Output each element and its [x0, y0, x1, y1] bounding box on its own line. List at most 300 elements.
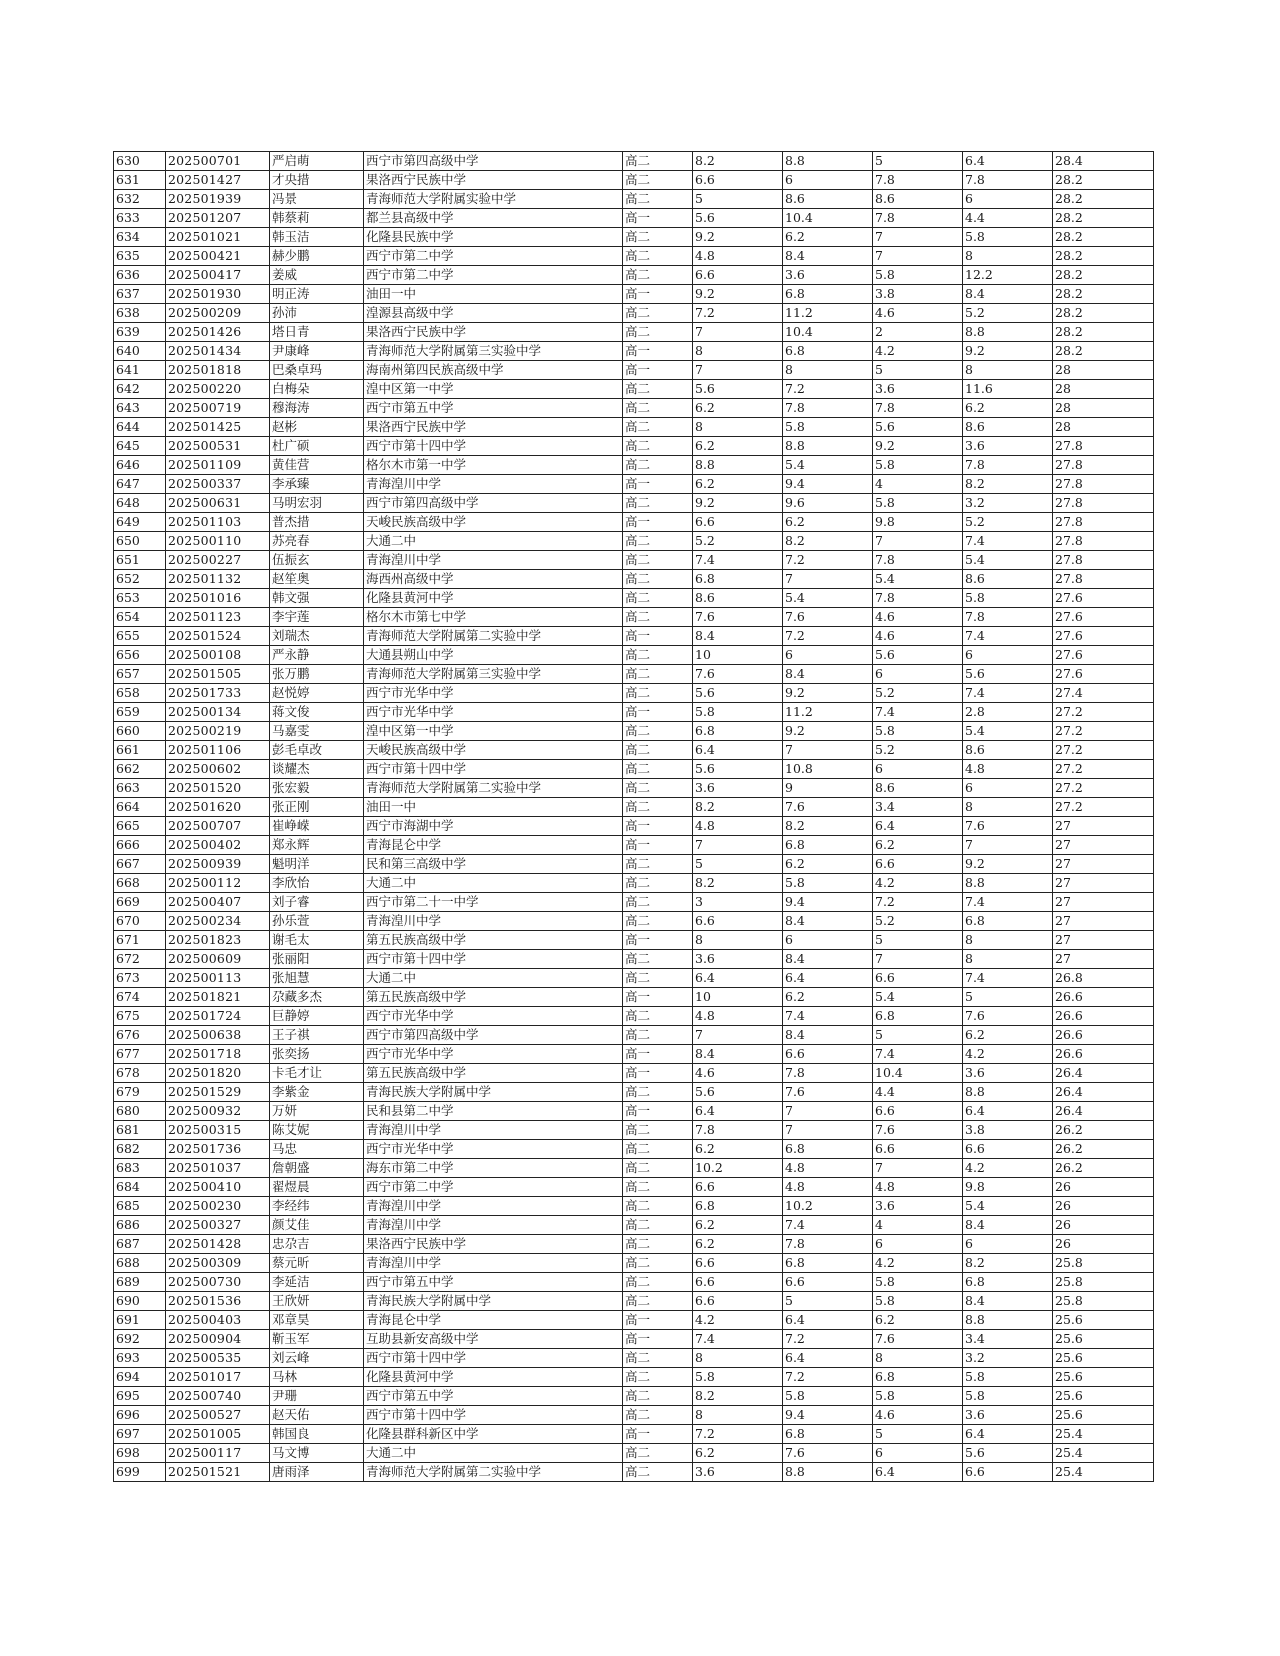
name-cell: 刘云峰 [270, 1349, 364, 1368]
score-3-cell: 7 [873, 532, 963, 551]
total-score-cell: 27.2 [1053, 760, 1154, 779]
school-cell: 大通县朔山中学 [364, 646, 623, 665]
rank-cell: 637 [114, 285, 166, 304]
table-row [114, 285, 1154, 304]
score-4-cell: 4.2 [963, 1045, 1053, 1064]
score-1-cell: 6.4 [693, 969, 783, 988]
score-3-cell: 9.8 [873, 513, 963, 532]
total-score-cell: 25.4 [1053, 1425, 1154, 1444]
score-4-cell: 3.8 [963, 1121, 1053, 1140]
student-id-cell: 202501109 [166, 456, 270, 475]
score-2-cell: 4.8 [783, 1159, 873, 1178]
rank-cell: 638 [114, 304, 166, 323]
score-3-cell: 6.6 [873, 1140, 963, 1159]
name-cell: 孙乐萱 [270, 912, 364, 931]
student-id-cell: 202500707 [166, 817, 270, 836]
student-id-cell: 202500535 [166, 1349, 270, 1368]
total-score-cell: 26.6 [1053, 988, 1154, 1007]
student-id-cell: 202501823 [166, 931, 270, 950]
score-2-cell: 6.6 [783, 1273, 873, 1292]
score-2-cell: 5.4 [783, 589, 873, 608]
table-row [114, 1083, 1154, 1102]
score-1-cell: 6.6 [693, 266, 783, 285]
score-2-cell: 5 [783, 1292, 873, 1311]
table-row [114, 798, 1154, 817]
score-3-cell: 5.6 [873, 646, 963, 665]
score-2-cell: 8.6 [783, 190, 873, 209]
student-id-cell: 202500112 [166, 874, 270, 893]
name-cell: 张奕扬 [270, 1045, 364, 1064]
score-4-cell: 6 [963, 1235, 1053, 1254]
score-3-cell: 9.2 [873, 437, 963, 456]
student-id-cell: 202501426 [166, 323, 270, 342]
rank-cell: 693 [114, 1349, 166, 1368]
table-row [114, 760, 1154, 779]
total-score-cell: 26.2 [1053, 1140, 1154, 1159]
score-4-cell: 7 [963, 836, 1053, 855]
rank-cell: 652 [114, 570, 166, 589]
table-row [114, 551, 1154, 570]
score-3-cell: 4.2 [873, 874, 963, 893]
score-1-cell: 5.6 [693, 760, 783, 779]
table-row [114, 380, 1154, 399]
school-cell: 湟中区第一中学 [364, 722, 623, 741]
name-cell: 马林 [270, 1368, 364, 1387]
score-4-cell: 5.8 [963, 1368, 1053, 1387]
name-cell: 邓章昊 [270, 1311, 364, 1330]
grade-cell: 高一 [623, 1330, 693, 1349]
name-cell: 忠尕吉 [270, 1235, 364, 1254]
rank-cell: 664 [114, 798, 166, 817]
score-3-cell: 4.6 [873, 1406, 963, 1425]
score-4-cell: 6.4 [963, 1425, 1053, 1444]
table-row [114, 532, 1154, 551]
student-id-cell: 202500638 [166, 1026, 270, 1045]
student-id-cell: 202501718 [166, 1045, 270, 1064]
school-cell: 西宁市第二中学 [364, 247, 623, 266]
total-score-cell: 26.2 [1053, 1121, 1154, 1140]
score-3-cell: 7.4 [873, 1045, 963, 1064]
name-cell: 赫少鹏 [270, 247, 364, 266]
score-2-cell: 6.8 [783, 342, 873, 361]
score-4-cell: 8.2 [963, 1254, 1053, 1273]
grade-cell: 高二 [623, 798, 693, 817]
student-id-cell: 202501016 [166, 589, 270, 608]
score-4-cell: 8.4 [963, 1292, 1053, 1311]
score-3-cell: 6 [873, 1235, 963, 1254]
total-score-cell: 27 [1053, 893, 1154, 912]
table-row [114, 608, 1154, 627]
student-id-cell: 202501005 [166, 1425, 270, 1444]
table-row [114, 1140, 1154, 1159]
name-cell: 穆海涛 [270, 399, 364, 418]
school-cell: 西宁市第二十一中学 [364, 893, 623, 912]
total-score-cell: 28.2 [1053, 342, 1154, 361]
score-2-cell: 8 [783, 361, 873, 380]
score-3-cell: 4.2 [873, 342, 963, 361]
score-3-cell: 5.8 [873, 266, 963, 285]
score-2-cell: 8.2 [783, 817, 873, 836]
total-score-cell: 27.8 [1053, 532, 1154, 551]
name-cell: 谈耀杰 [270, 760, 364, 779]
score-2-cell: 6.8 [783, 1254, 873, 1273]
table-row [114, 475, 1154, 494]
total-score-cell: 27 [1053, 874, 1154, 893]
score-4-cell: 5.8 [963, 1387, 1053, 1406]
name-cell: 蒋文俊 [270, 703, 364, 722]
score-1-cell: 8.4 [693, 1045, 783, 1064]
table-row [114, 266, 1154, 285]
score-2-cell: 6.6 [783, 1045, 873, 1064]
rank-cell: 647 [114, 475, 166, 494]
score-2-cell: 6.4 [783, 1349, 873, 1368]
student-id-cell: 202501505 [166, 665, 270, 684]
name-cell: 刘瑞杰 [270, 627, 364, 646]
score-2-cell: 7.2 [783, 627, 873, 646]
score-2-cell: 6 [783, 931, 873, 950]
score-2-cell: 9.6 [783, 494, 873, 513]
score-3-cell: 6.8 [873, 1368, 963, 1387]
score-2-cell: 7.2 [783, 1368, 873, 1387]
score-3-cell: 3.8 [873, 285, 963, 304]
name-cell: 尹珊 [270, 1387, 364, 1406]
table-row [114, 1121, 1154, 1140]
grade-cell: 高二 [623, 247, 693, 266]
total-score-cell: 27.6 [1053, 627, 1154, 646]
rank-cell: 673 [114, 969, 166, 988]
grade-cell: 高二 [623, 684, 693, 703]
score-3-cell: 6.6 [873, 969, 963, 988]
student-id-cell: 202501106 [166, 741, 270, 760]
rank-cell: 646 [114, 456, 166, 475]
rank-cell: 632 [114, 190, 166, 209]
total-score-cell: 26.6 [1053, 1026, 1154, 1045]
rank-cell: 640 [114, 342, 166, 361]
school-cell: 西宁市第二中学 [364, 1178, 623, 1197]
score-3-cell: 7.4 [873, 703, 963, 722]
rank-cell: 682 [114, 1140, 166, 1159]
score-2-cell: 7.6 [783, 798, 873, 817]
grade-cell: 高一 [623, 988, 693, 1007]
score-3-cell: 7 [873, 228, 963, 247]
score-3-cell: 7.8 [873, 399, 963, 418]
score-1-cell: 6.6 [693, 1273, 783, 1292]
school-cell: 青海湟川中学 [364, 1197, 623, 1216]
score-3-cell: 2 [873, 323, 963, 342]
score-1-cell: 6.6 [693, 1254, 783, 1273]
grade-cell: 高一 [623, 513, 693, 532]
grade-cell: 高二 [623, 1216, 693, 1235]
grade-cell: 高二 [623, 1349, 693, 1368]
score-4-cell: 6.2 [963, 399, 1053, 418]
score-1-cell: 7.4 [693, 551, 783, 570]
student-id-cell: 202500417 [166, 266, 270, 285]
rank-cell: 686 [114, 1216, 166, 1235]
score-1-cell: 4.8 [693, 1007, 783, 1026]
total-score-cell: 28.2 [1053, 209, 1154, 228]
score-2-cell: 5.8 [783, 1387, 873, 1406]
rank-cell: 645 [114, 437, 166, 456]
total-score-cell: 26.6 [1053, 1045, 1154, 1064]
total-score-cell: 27.8 [1053, 494, 1154, 513]
total-score-cell: 27.6 [1053, 646, 1154, 665]
name-cell: 王欣妍 [270, 1292, 364, 1311]
score-4-cell: 5.2 [963, 513, 1053, 532]
grade-cell: 高二 [623, 1007, 693, 1026]
rank-cell: 657 [114, 665, 166, 684]
score-1-cell: 3 [693, 893, 783, 912]
score-3-cell: 6 [873, 1444, 963, 1463]
school-cell: 化隆县民族中学 [364, 228, 623, 247]
school-cell: 青海昆仑中学 [364, 836, 623, 855]
total-score-cell: 28.2 [1053, 190, 1154, 209]
score-1-cell: 8 [693, 931, 783, 950]
total-score-cell: 26 [1053, 1216, 1154, 1235]
name-cell: 马文博 [270, 1444, 364, 1463]
rank-cell: 684 [114, 1178, 166, 1197]
school-cell: 互助县新安高级中学 [364, 1330, 623, 1349]
score-4-cell: 6 [963, 779, 1053, 798]
rank-cell: 635 [114, 247, 166, 266]
student-id-cell: 202500230 [166, 1197, 270, 1216]
table-row [114, 494, 1154, 513]
score-3-cell: 8 [873, 1349, 963, 1368]
school-cell: 青海师范大学附属第三实验中学 [364, 665, 623, 684]
score-1-cell: 7 [693, 1026, 783, 1045]
table-row [114, 190, 1154, 209]
table-row [114, 1026, 1154, 1045]
score-3-cell: 7.8 [873, 171, 963, 190]
score-3-cell: 6.6 [873, 855, 963, 874]
table-row [114, 152, 1154, 171]
score-3-cell: 6 [873, 665, 963, 684]
table-row [114, 456, 1154, 475]
score-2-cell: 6.4 [783, 1311, 873, 1330]
name-cell: 赵悦婷 [270, 684, 364, 703]
student-id-cell: 202500337 [166, 475, 270, 494]
score-1-cell: 4.8 [693, 817, 783, 836]
total-score-cell: 27.8 [1053, 456, 1154, 475]
grade-cell: 高二 [623, 1121, 693, 1140]
score-1-cell: 7.2 [693, 1425, 783, 1444]
student-id-cell: 202500209 [166, 304, 270, 323]
score-1-cell: 9.2 [693, 494, 783, 513]
total-score-cell: 26.2 [1053, 1159, 1154, 1178]
total-score-cell: 26 [1053, 1178, 1154, 1197]
name-cell: 塔日青 [270, 323, 364, 342]
student-id-cell: 202501021 [166, 228, 270, 247]
score-3-cell: 5.2 [873, 912, 963, 931]
score-1-cell: 7 [693, 361, 783, 380]
table-row [114, 1254, 1154, 1273]
school-cell: 青海师范大学附属第二实验中学 [364, 627, 623, 646]
score-2-cell: 7.2 [783, 551, 873, 570]
grade-cell: 高二 [623, 171, 693, 190]
table-row [114, 969, 1154, 988]
score-3-cell: 4.8 [873, 1178, 963, 1197]
score-2-cell: 7 [783, 1121, 873, 1140]
student-id-cell: 202500527 [166, 1406, 270, 1425]
score-2-cell: 9.2 [783, 722, 873, 741]
school-cell: 西宁市光华中学 [364, 1007, 623, 1026]
rank-cell: 636 [114, 266, 166, 285]
grade-cell: 高二 [623, 1292, 693, 1311]
student-id-cell: 202501620 [166, 798, 270, 817]
grade-cell: 高二 [623, 1083, 693, 1102]
grade-cell: 高二 [623, 1406, 693, 1425]
score-4-cell: 6.4 [963, 1102, 1053, 1121]
table-row [114, 437, 1154, 456]
student-id-cell: 202500234 [166, 912, 270, 931]
student-id-cell: 202501207 [166, 209, 270, 228]
score-4-cell: 6 [963, 646, 1053, 665]
score-4-cell: 5.2 [963, 304, 1053, 323]
name-cell: 尹康峰 [270, 342, 364, 361]
name-cell: 颜艾佳 [270, 1216, 364, 1235]
score-1-cell: 9.2 [693, 285, 783, 304]
name-cell: 马明宏羽 [270, 494, 364, 513]
school-cell: 第五民族高级中学 [364, 931, 623, 950]
score-3-cell: 5.8 [873, 494, 963, 513]
school-cell: 西宁市第四高级中学 [364, 494, 623, 513]
table-row [114, 1368, 1154, 1387]
student-id-cell: 202501123 [166, 608, 270, 627]
rank-cell: 683 [114, 1159, 166, 1178]
student-id-cell: 202501939 [166, 190, 270, 209]
student-id-cell: 202500631 [166, 494, 270, 513]
grade-cell: 高二 [623, 1273, 693, 1292]
score-2-cell: 6.8 [783, 1140, 873, 1159]
grade-cell: 高一 [623, 475, 693, 494]
student-id-cell: 202501428 [166, 1235, 270, 1254]
rank-cell: 667 [114, 855, 166, 874]
grade-cell: 高二 [623, 1254, 693, 1273]
school-cell: 西宁市第四高级中学 [364, 1026, 623, 1045]
score-4-cell: 6.8 [963, 912, 1053, 931]
score-2-cell: 8.8 [783, 437, 873, 456]
score-3-cell: 4.6 [873, 608, 963, 627]
score-1-cell: 8.8 [693, 456, 783, 475]
table-row [114, 342, 1154, 361]
name-cell: 严启萌 [270, 152, 364, 171]
name-cell: 赵笙奥 [270, 570, 364, 589]
score-1-cell: 8 [693, 418, 783, 437]
student-id-cell: 202500730 [166, 1273, 270, 1292]
score-4-cell: 7.8 [963, 171, 1053, 190]
score-2-cell: 4.8 [783, 1178, 873, 1197]
grade-cell: 高一 [623, 1045, 693, 1064]
score-1-cell: 4.2 [693, 1311, 783, 1330]
score-3-cell: 5.4 [873, 988, 963, 1007]
rank-cell: 698 [114, 1444, 166, 1463]
school-cell: 青海湟川中学 [364, 475, 623, 494]
school-cell: 海西州高级中学 [364, 570, 623, 589]
grade-cell: 高二 [623, 1026, 693, 1045]
table-row [114, 855, 1154, 874]
rank-cell: 676 [114, 1026, 166, 1045]
school-cell: 油田一中 [364, 798, 623, 817]
total-score-cell: 27 [1053, 912, 1154, 931]
school-cell: 西宁市第五中学 [364, 1387, 623, 1406]
score-2-cell: 11.2 [783, 703, 873, 722]
score-2-cell: 6.2 [783, 228, 873, 247]
total-score-cell: 27.6 [1053, 665, 1154, 684]
student-id-cell: 202501425 [166, 418, 270, 437]
score-1-cell: 6.2 [693, 475, 783, 494]
total-score-cell: 27.2 [1053, 722, 1154, 741]
score-1-cell: 7.6 [693, 665, 783, 684]
school-cell: 青海民族大学附属中学 [364, 1083, 623, 1102]
grade-cell: 高一 [623, 627, 693, 646]
score-4-cell: 8.8 [963, 323, 1053, 342]
score-1-cell: 5.6 [693, 209, 783, 228]
total-score-cell: 27 [1053, 817, 1154, 836]
score-3-cell: 4.6 [873, 627, 963, 646]
score-3-cell: 7.2 [873, 893, 963, 912]
total-score-cell: 28.2 [1053, 266, 1154, 285]
school-cell: 湟源县高级中学 [364, 304, 623, 323]
total-score-cell: 28.4 [1053, 152, 1154, 171]
rank-cell: 659 [114, 703, 166, 722]
student-id-cell: 202500110 [166, 532, 270, 551]
score-1-cell: 8.4 [693, 627, 783, 646]
score-3-cell: 7 [873, 950, 963, 969]
table-row [114, 703, 1154, 722]
score-1-cell: 5 [693, 190, 783, 209]
score-3-cell: 5.8 [873, 1273, 963, 1292]
total-score-cell: 27 [1053, 950, 1154, 969]
grade-cell: 高二 [623, 608, 693, 627]
score-1-cell: 8.2 [693, 152, 783, 171]
score-2-cell: 7 [783, 741, 873, 760]
score-2-cell: 8.2 [783, 532, 873, 551]
score-4-cell: 6.6 [963, 1463, 1053, 1482]
name-cell: 李承臻 [270, 475, 364, 494]
total-score-cell: 26.4 [1053, 1083, 1154, 1102]
name-cell: 翟煜晨 [270, 1178, 364, 1197]
score-4-cell: 8.6 [963, 418, 1053, 437]
rank-cell: 655 [114, 627, 166, 646]
score-4-cell: 6.6 [963, 1140, 1053, 1159]
table-row [114, 684, 1154, 703]
table-row [114, 399, 1154, 418]
rank-cell: 679 [114, 1083, 166, 1102]
rank-cell: 696 [114, 1406, 166, 1425]
table-row [114, 893, 1154, 912]
table-row [114, 931, 1154, 950]
score-3-cell: 5.8 [873, 1292, 963, 1311]
score-1-cell: 6.2 [693, 437, 783, 456]
total-score-cell: 25.8 [1053, 1273, 1154, 1292]
rank-cell: 653 [114, 589, 166, 608]
table-row [114, 418, 1154, 437]
score-4-cell: 7.4 [963, 893, 1053, 912]
score-1-cell: 8 [693, 1349, 783, 1368]
score-3-cell: 5 [873, 361, 963, 380]
name-cell: 杜广硕 [270, 437, 364, 456]
score-2-cell: 5.8 [783, 418, 873, 437]
grade-cell: 高二 [623, 323, 693, 342]
grade-cell: 高一 [623, 209, 693, 228]
grade-cell: 高二 [623, 912, 693, 931]
school-cell: 天峻民族高级中学 [364, 741, 623, 760]
score-3-cell: 6.4 [873, 1463, 963, 1482]
total-score-cell: 28.2 [1053, 304, 1154, 323]
score-1-cell: 6.6 [693, 1178, 783, 1197]
rank-cell: 641 [114, 361, 166, 380]
table-row [114, 1425, 1154, 1444]
score-4-cell: 7.4 [963, 627, 1053, 646]
